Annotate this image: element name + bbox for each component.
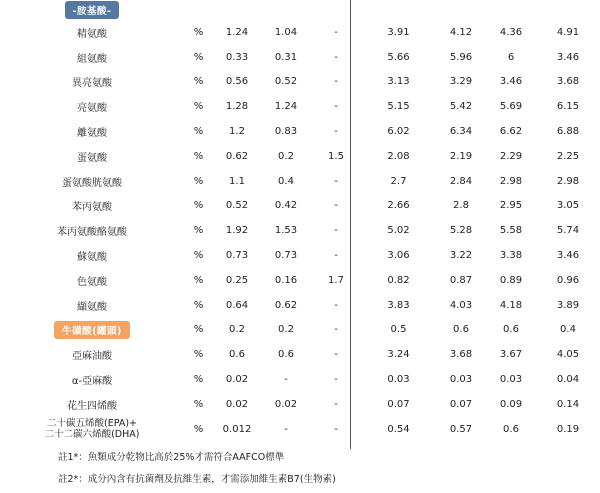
cell-unit: % [193, 175, 204, 187]
cell-value: - [334, 126, 338, 138]
cell-name: 離氨酸 [77, 128, 107, 140]
epa-name-line2: 二十二碳六烯酸(DHA) [44, 429, 140, 441]
cell-value: 1.1 [229, 175, 245, 187]
cell-value: 0.02 [225, 398, 249, 410]
cell-value: 0.19 [556, 423, 580, 435]
table-row [0, 293, 600, 318]
cell-value: 0.89 [499, 274, 523, 286]
cell-value: 3.13 [387, 76, 410, 88]
cell-value: 1.2 [229, 126, 245, 138]
cell-value: 2.29 [499, 150, 523, 162]
cell-value: 0.07 [449, 398, 473, 410]
cell-value: 3.68 [556, 76, 580, 88]
cell-value: 2.66 [387, 200, 410, 212]
cell-value: 0.6 [453, 324, 469, 336]
cell-value: - [284, 374, 288, 386]
cell-name: 苯丙氨酸 [72, 202, 112, 214]
cell-value: 3.46 [499, 76, 523, 88]
cell-name: 纈氨酸 [77, 301, 107, 313]
cell-value: 0.02 [274, 398, 298, 410]
section-label-amino-acids: -胺基酸- [65, 1, 120, 19]
cell-value: - [334, 26, 338, 38]
table-row [0, 119, 600, 144]
cell-value: - [334, 101, 338, 113]
cell-value: 0.42 [274, 200, 298, 212]
table-row [0, 194, 600, 219]
cell-unit: % [193, 274, 204, 286]
cell-value: 0.03 [387, 374, 410, 386]
table-row [0, 392, 600, 417]
cell-value: 5.69 [499, 101, 523, 113]
cell-value: 0.2 [278, 150, 294, 162]
footnote-1: 註1*：魚類成分乾物比高於25%才需符合AAFCO標準 [58, 452, 285, 463]
cell-value: 0.31 [274, 51, 298, 63]
cell-value: 0.73 [225, 250, 249, 262]
cell-value: 6 [507, 51, 515, 63]
table-row [0, 20, 600, 45]
cell-name: α-亞麻酸 [71, 376, 113, 388]
table-row [0, 218, 600, 243]
cell-unit: % [193, 126, 204, 138]
cell-value: - [334, 76, 338, 88]
cell-value: 5.02 [387, 225, 410, 237]
cell-value: 0.52 [274, 76, 298, 88]
cell-name: 色氨酸 [77, 276, 107, 288]
cell-value: 0.09 [499, 398, 523, 410]
table-row-taurine [0, 318, 600, 343]
cell-value: 0.64 [225, 299, 249, 311]
table-row [0, 268, 600, 293]
cell-value: 5.58 [499, 225, 523, 237]
cell-name: 蛋氨酸胱氨酸 [62, 177, 122, 189]
cell-value: 0.54 [387, 423, 410, 435]
cell-unit: % [193, 101, 204, 113]
cell-unit: % [193, 51, 204, 63]
cell-value: 0.52 [225, 200, 249, 212]
cell-value: 0.04 [556, 374, 580, 386]
cell-value: 0.62 [274, 299, 298, 311]
cell-value: 4.36 [499, 26, 523, 38]
cell-name: 亮氨酸 [77, 103, 107, 115]
cell-value: 2.95 [499, 200, 523, 212]
cell-value: 1.04 [274, 26, 298, 38]
cell-value: 2.25 [556, 150, 580, 162]
cell-unit: % [193, 76, 204, 88]
cell-value: 1.24 [274, 101, 298, 113]
cell-value: 0.14 [556, 398, 580, 410]
cell-value: 0.25 [225, 274, 249, 286]
table-row [0, 94, 600, 119]
table-row [0, 367, 600, 392]
cell-unit: % [193, 349, 204, 361]
cell-unit: % [193, 150, 204, 162]
cell-value: 0.012 [222, 423, 252, 435]
cell-name: 花生四烯酸 [67, 400, 117, 412]
table-row-epa-dha [0, 417, 600, 442]
cell-unit: % [193, 423, 204, 435]
cell-value: 4.05 [556, 349, 580, 361]
cell-name: 蘇氨酸 [77, 252, 107, 264]
cell-value: 1.53 [274, 225, 298, 237]
cell-value: 2.08 [387, 150, 410, 162]
cell-name: 異亮氨酸 [72, 78, 112, 90]
cell-value: - [334, 423, 338, 435]
cell-value: 0.56 [225, 76, 249, 88]
cell-unit: % [193, 324, 204, 336]
cell-unit: % [193, 398, 204, 410]
cell-value: 2.19 [449, 150, 473, 162]
cell-value: 1.5 [328, 150, 344, 162]
cell-value: 2.7 [390, 175, 407, 187]
cell-value: 1.24 [225, 26, 249, 38]
cell-value: 5.74 [556, 225, 580, 237]
cell-value: 3.46 [556, 250, 580, 262]
cell-value: 2.98 [556, 175, 580, 187]
cell-name: 組氨酸 [77, 53, 107, 65]
section-label-taurine: 牛磺酸(罐頭) [54, 321, 130, 339]
table-row [0, 144, 600, 169]
cell-value: 2.84 [449, 175, 473, 187]
table-row [0, 342, 600, 367]
cell-unit: % [193, 225, 204, 237]
cell-value: - [334, 51, 338, 63]
cell-value: 3.67 [499, 349, 523, 361]
table-row [0, 169, 600, 194]
cell-value: 0.33 [225, 51, 249, 63]
cell-value: 0.73 [274, 250, 298, 262]
cell-value: 3.68 [449, 349, 473, 361]
cell-value: 2.8 [453, 200, 469, 212]
cell-value: - [334, 398, 338, 410]
cell-unit: % [193, 250, 204, 262]
cell-value: - [334, 299, 338, 311]
cell-value: 5.42 [449, 101, 473, 113]
cell-value: 6.02 [387, 126, 410, 138]
cell-value: 0.2 [229, 324, 245, 336]
cell-value: 0.96 [556, 274, 580, 286]
section-row-amino-acids [0, 0, 600, 20]
cell-value: 3.38 [499, 250, 523, 262]
cell-value: 6.34 [449, 126, 473, 138]
cell-value: 4.12 [449, 26, 473, 38]
cell-value: 0.16 [274, 274, 298, 286]
cell-value: 5.96 [449, 51, 473, 63]
amino-acid-rows [0, 20, 600, 318]
cell-value: 3.83 [387, 299, 410, 311]
cell-value: 0.4 [278, 175, 294, 187]
cell-value: 3.46 [556, 51, 580, 63]
cell-unit: % [193, 200, 204, 212]
cell-value: 6.62 [499, 126, 523, 138]
cell-value: 4.91 [556, 26, 580, 38]
cell-value: - [334, 349, 338, 361]
cell-value: - [334, 175, 338, 187]
table-row [0, 45, 600, 70]
fatty-acid-rows [0, 342, 600, 416]
cell-value: 3.91 [387, 26, 410, 38]
cell-value: - [334, 374, 338, 386]
footnotes [58, 451, 336, 493]
cell-value: 3.22 [449, 250, 473, 262]
cell-value: - [334, 200, 338, 212]
cell-value: 0.82 [387, 274, 410, 286]
cell-value: 0.6 [503, 324, 519, 336]
cell-value: 2.98 [499, 175, 523, 187]
cell-value: 5.28 [449, 225, 473, 237]
cell-value: 0.83 [274, 126, 298, 138]
table-row [0, 70, 600, 95]
cell-value: 0.87 [449, 274, 473, 286]
cell-value: 0.02 [225, 374, 249, 386]
cell-value: 6.15 [556, 101, 580, 113]
cell-value: 0.6 [229, 349, 245, 361]
cell-value: 1.92 [225, 225, 249, 237]
cell-value: - [334, 250, 338, 262]
cell-value: - [334, 225, 338, 237]
cell-name: 苯丙氨酸酪氨酸 [57, 227, 127, 239]
footnote-2: 註2*：成分內含有抗菌劑及抗維生素，才需添加維生素B7(生物素) [58, 474, 336, 485]
cell-value: 4.03 [449, 299, 473, 311]
table-row [0, 243, 600, 268]
cell-value: 0.57 [449, 423, 473, 435]
cell-value: - [334, 324, 338, 336]
cell-value: 3.29 [449, 76, 473, 88]
cell-value: 0.62 [225, 150, 249, 162]
cell-value: 1.7 [328, 274, 344, 286]
cell-name [0, 417, 184, 442]
cell-value: 6.88 [556, 126, 580, 138]
cell-value: 0.6 [278, 349, 294, 361]
cell-value: 0.5 [390, 324, 407, 336]
cell-value: 5.66 [387, 51, 410, 63]
cell-value: 5.15 [387, 101, 410, 113]
cell-name: 精氨酸 [77, 28, 107, 40]
cell-value: 3.24 [387, 349, 410, 361]
cell-value: 3.05 [556, 200, 580, 212]
cell-value: 0.4 [560, 324, 576, 336]
cell-value: 3.89 [556, 299, 580, 311]
cell-value: - [284, 423, 288, 435]
cell-value: 4.18 [499, 299, 523, 311]
cell-value: 3.06 [387, 250, 410, 262]
cell-name: 亞麻油酸 [72, 351, 112, 363]
cell-unit: % [193, 26, 204, 38]
cell-unit: % [193, 299, 204, 311]
cell-value: 1.28 [225, 101, 249, 113]
cell-value: 0.03 [499, 374, 523, 386]
epa-name-line1: 二十碳五烯酸(EPA)+ [47, 418, 137, 430]
cell-value: 0.6 [503, 423, 519, 435]
cell-name: 蛋氨酸 [77, 152, 107, 164]
cell-value: 0.2 [278, 324, 294, 336]
cell-value: 0.07 [387, 398, 410, 410]
cell-value: 0.03 [449, 374, 473, 386]
cell-unit: % [193, 374, 204, 386]
